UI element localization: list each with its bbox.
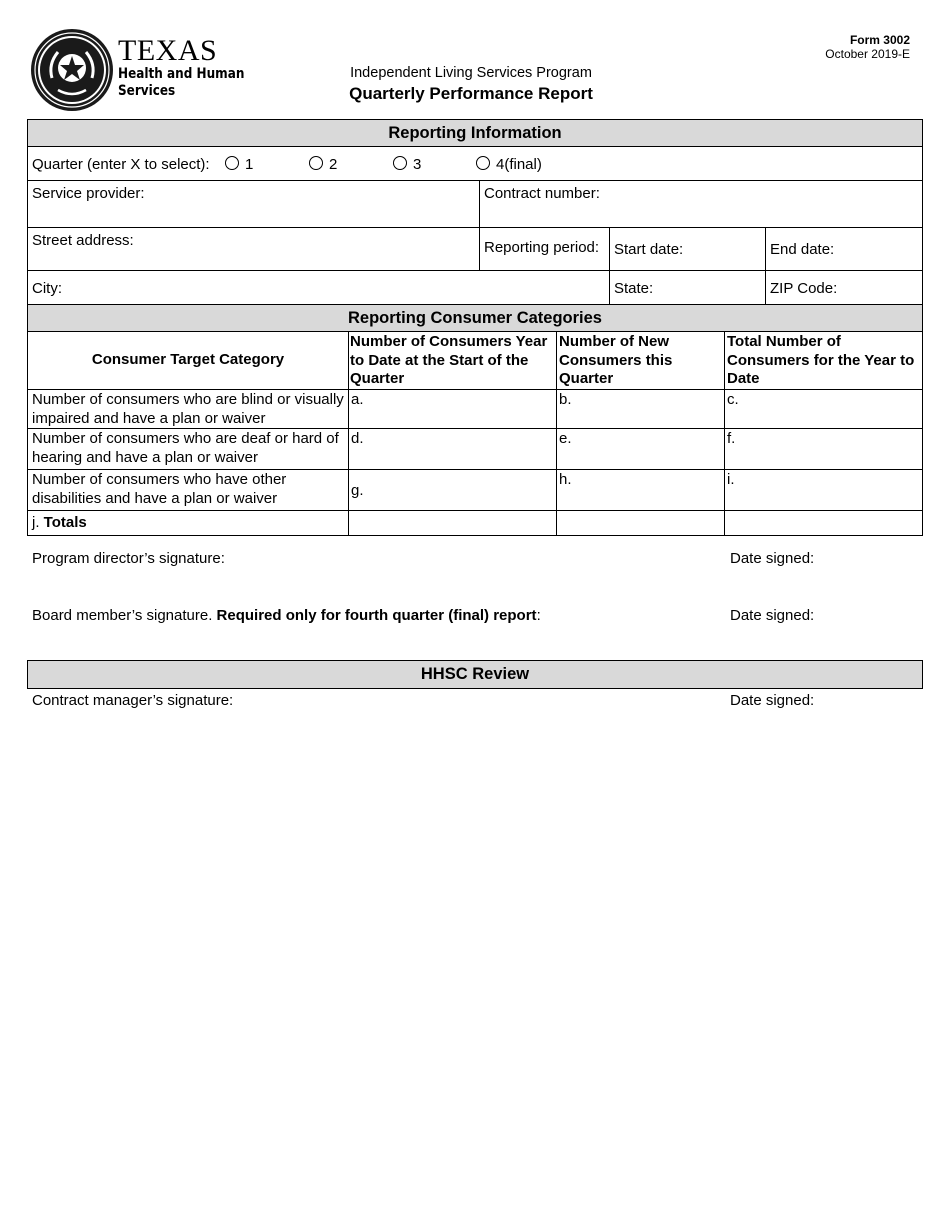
state-field[interactable] [609,270,766,305]
reporting-period-label-cell [479,227,610,271]
page-title [300,65,642,104]
column-header-target-category: Consumer Target Category [27,331,349,390]
reporting-period-label: Reporting period: [484,239,600,256]
cell-a[interactable]: a. [348,389,557,429]
radio-icon[interactable] [393,156,407,170]
service-provider-label: Service provider: [32,185,145,202]
zip-code-label: ZIP Code: [770,280,838,297]
logo-line-1: Health and Human [118,66,245,82]
board-date-signed-label: Date signed: [730,607,815,624]
cell-h[interactable]: h. [556,469,725,511]
quarter-option-3[interactable]: 3 [393,155,421,174]
cell-b[interactable]: b. [556,389,725,429]
quarter-option-2[interactable]: 2 [309,155,337,174]
totals-year-to-date-start-field[interactable] [348,510,557,536]
form-identifier [825,33,910,61]
street-address-label: Street address: [32,232,134,249]
city-field[interactable] [27,270,610,305]
board-member-requirement-note: Required only for fourth quarter (final) report [216,607,537,624]
totals-label-cell [27,510,349,536]
start-date-field[interactable] [609,227,766,271]
board-member-signature-label: Board member’s signature. Required only for fourth quarter (final) report: [32,607,541,624]
texas-seal-logo [30,28,114,112]
column-header-year-to-date-start: Number of Consumers Year to Date at the Start of the Quarter [348,331,557,390]
totals-prefix: j. [32,514,40,531]
state-label: State: [614,280,654,297]
column-header-new-consumers: Number of New Consumers this Quarter [556,331,725,390]
totals-year-to-date-field[interactable] [724,510,923,536]
manager-date-signed-label: Date signed: [730,692,815,709]
table-row-label-other-disabilities: Number of consumers who have other disabilities and have a plan or waiver [27,469,349,511]
totals-new-consumers-field[interactable] [556,510,725,536]
form-date: October 2019-E [825,47,910,61]
section-header-reporting-information: Reporting Information [27,119,923,147]
quarter-option-1[interactable]: 1 [225,155,253,174]
cell-f[interactable]: f. [724,428,923,470]
radio-icon[interactable] [476,156,490,170]
end-date-field[interactable] [765,227,923,271]
column-header-total-year-to-date: Total Number of Consumers for the Year to Date [724,331,923,390]
cell-d[interactable]: d. [348,428,557,470]
agency-logo-text [118,36,265,100]
logo-texas: TEXAS [118,34,218,67]
service-provider-field[interactable] [27,180,480,228]
contract-number-label: Contract number: [484,185,600,202]
quarter-option-4-final[interactable]: 4(final) [476,155,542,174]
city-label: City: [32,280,62,297]
director-date-signed-label: Date signed: [730,550,815,567]
zip-code-field[interactable] [765,270,923,305]
start-date-label: Start date: [614,241,684,258]
contract-manager-signature-label: Contract manager’s signature: [32,692,234,709]
table-row-label-blind: Number of consumers who are blind or visually impaired and have a plan or waiver [27,389,349,429]
contract-number-field[interactable] [479,180,923,228]
quarter-row [27,146,923,181]
cell-i[interactable]: i. [724,469,923,511]
section-header-hhsc-review: HHSC Review [27,660,923,689]
cell-e[interactable]: e. [556,428,725,470]
cell-g[interactable]: g. [348,469,557,511]
street-address-field[interactable] [27,227,480,271]
radio-icon[interactable] [225,156,239,170]
quarter-label: Quarter (enter X to select): [32,156,210,173]
report-title: Quarterly Performance Report [349,84,593,103]
cell-c[interactable]: c. [724,389,923,429]
table-row-label-deaf: Number of consumers who are deaf or hard of hearing and have a plan or waiver [27,428,349,470]
totals-label: Totals [43,514,87,531]
form-number: Form 3002 [849,33,910,47]
program-director-signature-label: Program director’s signature: [32,550,225,567]
program-name: Independent Living Services Program [350,65,592,81]
logo-line-2: Services [118,83,176,99]
end-date-label: End date: [770,241,835,258]
radio-icon[interactable] [309,156,323,170]
section-header-consumer-categories: Reporting Consumer Categories [27,304,923,332]
